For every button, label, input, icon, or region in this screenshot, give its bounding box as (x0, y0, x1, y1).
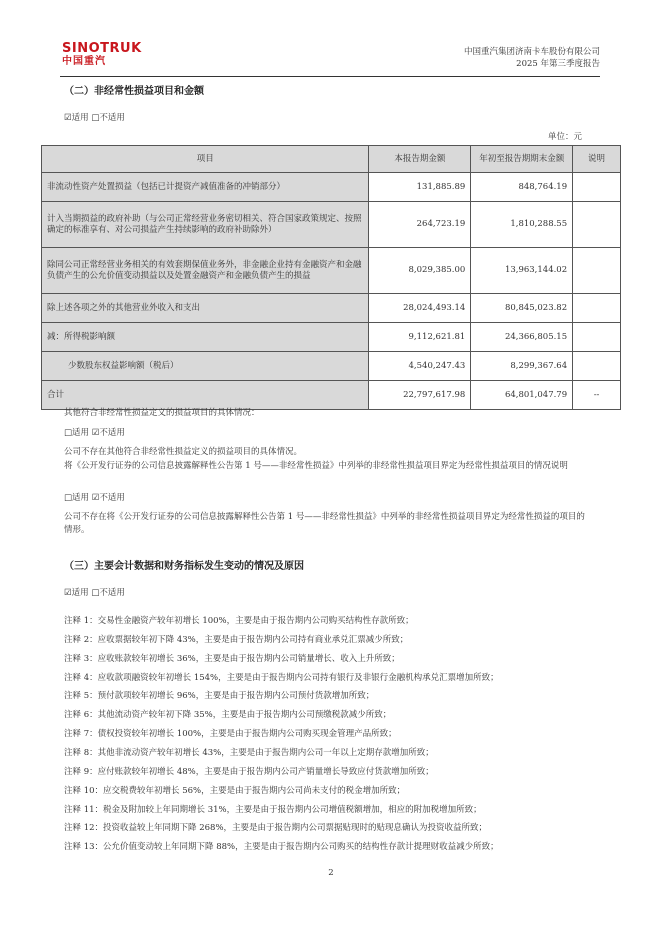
company-name: 中国重汽集团济南卡车股份有限公司 (463, 47, 600, 57)
row-item: 合计 (42, 381, 369, 410)
note-item: 注释 9：应付账款较年初增长 48%，主要是由于报告期内公司产销量增长导致应付货款增加所致； (64, 767, 434, 777)
table-row (42, 173, 621, 202)
table-row (42, 352, 621, 381)
logo-text-cn: 中国重汽 (62, 56, 106, 67)
note-item: 注释 5：预付款项较年初增长 96%，主要是由于报告期内公司预付货款增加所致； (64, 691, 375, 701)
define-text: 公司不存在将《公开发行证券的公司信息披露解释性公告第 1 号——非经常性损益》中列举的非经常性损益项目界定为经常性损益的项目的情形。 (64, 512, 585, 535)
row-item: 除上述各项之外的其他营业外收入和支出 (42, 294, 369, 323)
section-title-nonrecurring: （二）非经常性损益项目和金额 (64, 86, 204, 97)
row-note (573, 323, 621, 352)
note-item: 注释 3：应收账款较年初增长 36%，主要是由于报告期内公司销量增长、收入上升所致； (64, 654, 400, 664)
row-current: 22,797,617.98 (369, 381, 471, 410)
define-status: □适用 ☑不适用 (64, 493, 125, 503)
other-items-title: 其他符合非经常性损益定义的损益项目的具体情况： (64, 408, 260, 418)
row-current: 28,024,493.14 (369, 294, 471, 323)
row-ytd: 13,963,144.02 (471, 248, 573, 294)
other-items-text: 公司不存在其他符合非经常性损益定义的损益项目的具体情况。 (64, 447, 303, 457)
row-item: 计入当期损益的政府补助（与公司正常经营业务密切相关、符合国家政策规定、按照确定的标准享有、对公司损益产生持续影响的政府补助除外） (42, 202, 369, 248)
row-current: 8,029,385.00 (369, 248, 471, 294)
nonrecurring-table (41, 145, 621, 410)
logo-text-en: SINOTRUK (62, 41, 142, 56)
table-row (42, 248, 621, 294)
row-item: 少数股东权益影响额（税后） (42, 352, 369, 381)
row-item: 减：所得税影响额 (42, 323, 369, 352)
row-note (573, 352, 621, 381)
note-item: 注释 11：税金及附加较上年同期增长 31%，主要是由于报告期内公司增值税额增加，相应的附加税增加所致； (64, 805, 482, 815)
row-ytd: 64,801,047.79 (471, 381, 573, 410)
col-header-ytd: 年初至报告期期末金额 (471, 146, 573, 173)
row-note (573, 294, 621, 323)
header-divider (60, 76, 600, 77)
row-current: 9,112,621.81 (369, 323, 471, 352)
page-number: 2 (328, 868, 334, 878)
note-item: 注释 1：交易性金融资产较年初增长 100%，主要是由于报告期内公司购买结构性存款所致； (64, 616, 414, 626)
header-company-info (464, 46, 600, 70)
report-name: 2025 年第三季度报告 (516, 59, 600, 69)
table-row (42, 323, 621, 352)
row-ytd: 24,366,805.15 (471, 323, 573, 352)
note-item: 注释 7：债权投资较年初增长 100%，主要是由于报告期内公司购买现金管理产品所致； (64, 729, 397, 739)
changes-status: ☑适用 □不适用 (64, 588, 125, 598)
note-item: 注释 13：公允价值变动较上年同期下降 88%，主要是由于报告期内公司购买的结构性存款计提理财收益减少所致； (64, 842, 499, 852)
table-row (42, 202, 621, 248)
other-items-status: □适用 ☑不适用 (64, 428, 125, 438)
page-header (60, 36, 600, 76)
row-current: 131,885.89 (369, 173, 471, 202)
applicable-status: ☑适用 □不适用 (64, 113, 125, 123)
note-item: 注释 10：应交税费较年初增长 56%，主要是由于报告期内公司尚未支付的税金增加所致； (64, 786, 406, 796)
section-title-changes: （三）主要会计数据和财务指标发生变动的情况及原因 (64, 561, 304, 572)
sinotruk-logo (62, 42, 142, 68)
note-item: 注释 2：应收票据较年初下降 43%，主要是由于报告期内公司持有商业承兑汇票减少所致； (64, 635, 409, 645)
row-note (573, 248, 621, 294)
row-note: -- (573, 381, 621, 410)
table-header-row (42, 146, 621, 173)
row-ytd: 848,764.19 (471, 173, 573, 202)
note-item: 注释 12：投资收益较上年同期下降 268%，主要是由于报告期内公司票据贴现时的贴现息确认为投资收益所致； (64, 823, 488, 833)
note-item: 注释 4：应收款项融资较年初增长 154%，主要是由于报告期内公司持有银行及非银行金融机构承兑汇票增加所致； (64, 673, 499, 683)
row-current: 264,723.19 (369, 202, 471, 248)
row-item: 非流动性资产处置损益（包括已计提资产减值准备的冲销部分） (42, 173, 369, 202)
table-row-total (42, 381, 621, 410)
row-item: 除同公司正常经营业务相关的有效套期保值业务外，非金融企业持有金融资产和金融负债产生的公允价值变动损益以及处置金融资产和金融负债产生的损益 (42, 248, 369, 294)
col-header-current: 本报告期金额 (369, 146, 471, 173)
row-note (573, 173, 621, 202)
note-item: 注释 6：其他流动资产较年初下降 35%，主要是由于报告期内公司预缴税款减少所致； (64, 710, 392, 720)
row-note (573, 202, 621, 248)
note-item: 注释 8：其他非流动资产较年初增长 43%，主要是由于报告期内公司一年以上定期存款增加所致； (64, 748, 434, 758)
row-ytd: 80,845,023.82 (471, 294, 573, 323)
unit-label: 单位：元 (548, 132, 583, 142)
row-ytd: 8,299,367.64 (471, 352, 573, 381)
row-ytd: 1,810,288.55 (471, 202, 573, 248)
define-title: 将《公开发行证券的公司信息披露解释性公告第 1 号——非经常性损益》中列举的非经常性损益项目界定为经常性损益项目的情况说明 (64, 461, 568, 471)
row-current: 4,540,247.43 (369, 352, 471, 381)
table-row (42, 294, 621, 323)
col-header-note: 说明 (573, 146, 621, 173)
col-header-item: 项目 (42, 146, 369, 173)
